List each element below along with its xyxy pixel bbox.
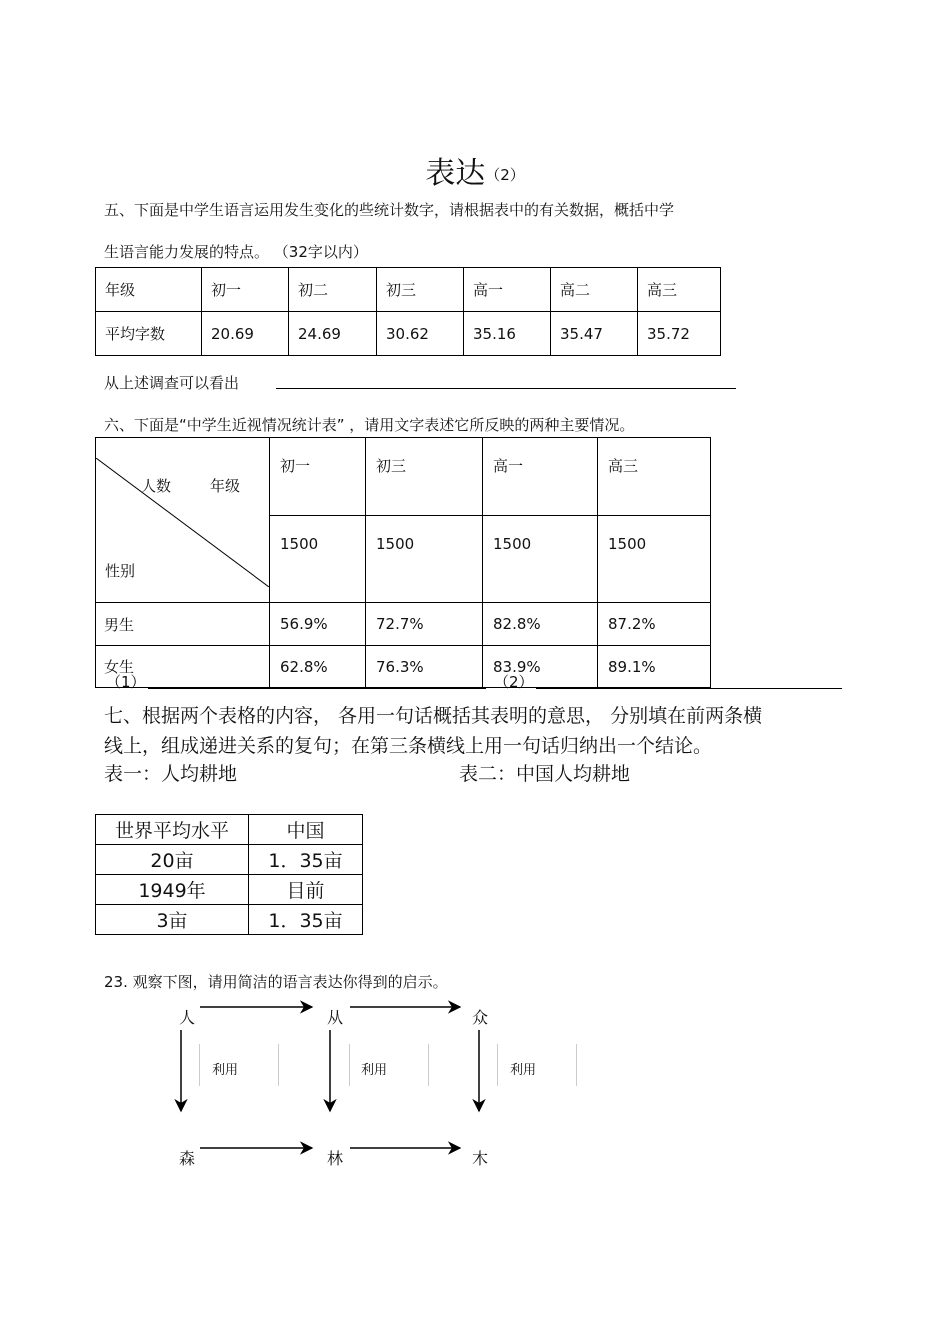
char-ren: 人 bbox=[179, 1008, 196, 1027]
q5-header-cell: 高一 bbox=[464, 268, 551, 312]
q5-data-cell: 35.72 bbox=[638, 312, 721, 356]
q7-cell: 中国 bbox=[249, 815, 363, 845]
q7-cell: 1．35亩 bbox=[249, 905, 363, 935]
q6-grade-cell: 初三 bbox=[366, 438, 483, 516]
q6-count-cell: 1500 bbox=[366, 516, 483, 603]
label-divider bbox=[497, 1044, 498, 1086]
q7-line1: 七、根据两个表格的内容， 各用一句话概括其表明的意思， 分别填在前两条横 bbox=[104, 705, 763, 727]
q7-cell: 20亩 bbox=[96, 845, 249, 875]
q5-data-cell: 平均字数 bbox=[96, 312, 202, 356]
q5-header-cell: 初一 bbox=[202, 268, 289, 312]
q7-cell: 3亩 bbox=[96, 905, 249, 935]
q7-table1-caption: 表一：人均耕地 bbox=[104, 763, 238, 785]
corner-label-count: 人数 bbox=[141, 476, 172, 495]
use-label: 利用 bbox=[212, 1063, 239, 1078]
q5-data-cell: 35.47 bbox=[551, 312, 638, 356]
q6-count-cell: 1500 bbox=[598, 516, 711, 603]
q6-row-label: 男生 bbox=[96, 603, 270, 646]
q7-cell: 世界平均水平 bbox=[96, 815, 249, 845]
q7-cell: 1949年 bbox=[96, 875, 249, 905]
q5-header-cell: 高三 bbox=[638, 268, 721, 312]
title-main: 表达 bbox=[425, 156, 486, 191]
char-mu: 木 bbox=[472, 1149, 489, 1168]
corner-label-grade: 年级 bbox=[210, 476, 241, 495]
q6-answer2-label: （2） bbox=[494, 673, 534, 691]
q6-row-label: 女生 bbox=[96, 646, 270, 688]
q6-value-cell: 87.2% bbox=[598, 603, 711, 646]
q6-value-cell: 83.9% bbox=[483, 646, 598, 688]
q5-data-cell: 35.16 bbox=[464, 312, 551, 356]
q5-line2: 生语言能力发展的特点。 （32字以内） bbox=[104, 243, 368, 261]
label-divider bbox=[278, 1044, 279, 1086]
q6-value-cell: 76.3% bbox=[366, 646, 483, 688]
q5-header-cell: 初三 bbox=[377, 268, 464, 312]
q23-prompt: 23. 观察下图，请用简洁的语言表达你得到的启示。 bbox=[104, 973, 448, 991]
q6-value-cell: 89.1% bbox=[598, 646, 711, 688]
q6-count-cell: 1500 bbox=[270, 516, 366, 603]
q7-cell: 目前 bbox=[249, 875, 363, 905]
q5-data-cell: 20.69 bbox=[202, 312, 289, 356]
q5-answer-prompt: 从上述调查可以看出 bbox=[104, 374, 240, 392]
q5-header-cell: 初二 bbox=[289, 268, 377, 312]
q6-value-cell: 62.8% bbox=[270, 646, 366, 688]
label-divider bbox=[349, 1044, 350, 1086]
q6-line1: 六、下面是“中学生近视情况统计表” ，请用文字表述它所反映的两种主要情况。 bbox=[104, 416, 635, 434]
title-sub: （2） bbox=[485, 166, 525, 184]
char-lin: 林 bbox=[327, 1149, 344, 1168]
char-zhong: 众 bbox=[472, 1008, 489, 1027]
q6-value-cell: 56.9% bbox=[270, 603, 366, 646]
corner-label-gender: 性别 bbox=[105, 561, 136, 580]
q5-header-cell: 高二 bbox=[551, 268, 638, 312]
q7-cell: 1．35亩 bbox=[249, 845, 363, 875]
q6-answer1-label: （1） bbox=[106, 673, 146, 691]
q7-line2: 线上，组成递进关系的复句；在第三条横线上用一句话归纳出一个结论。 bbox=[104, 735, 713, 757]
q6-value-cell: 82.8% bbox=[483, 603, 598, 646]
q6-grade-cell: 高一 bbox=[483, 438, 598, 516]
q6-grade-cell: 初一 bbox=[270, 438, 366, 516]
q6-grade-cell: 高三 bbox=[598, 438, 711, 516]
char-cong: 从 bbox=[327, 1008, 344, 1027]
q5-data-cell: 24.69 bbox=[289, 312, 377, 356]
q6-value-cell: 72.7% bbox=[366, 603, 483, 646]
q5-line1: 五、下面是中学生语言运用发生变化的些统计数字，请根据表中的有关数据，概括中学 bbox=[104, 201, 675, 219]
use-label: 利用 bbox=[510, 1063, 537, 1078]
q5-data-cell: 30.62 bbox=[377, 312, 464, 356]
q7-table2-caption: 表二：中国人均耕地 bbox=[459, 763, 631, 785]
label-divider bbox=[199, 1044, 200, 1086]
q5-header-cell: 年级 bbox=[96, 268, 202, 312]
label-divider bbox=[576, 1044, 577, 1086]
use-label: 利用 bbox=[361, 1063, 388, 1078]
char-sen: 森 bbox=[179, 1149, 196, 1168]
q6-count-cell: 1500 bbox=[483, 516, 598, 603]
label-divider bbox=[428, 1044, 429, 1086]
